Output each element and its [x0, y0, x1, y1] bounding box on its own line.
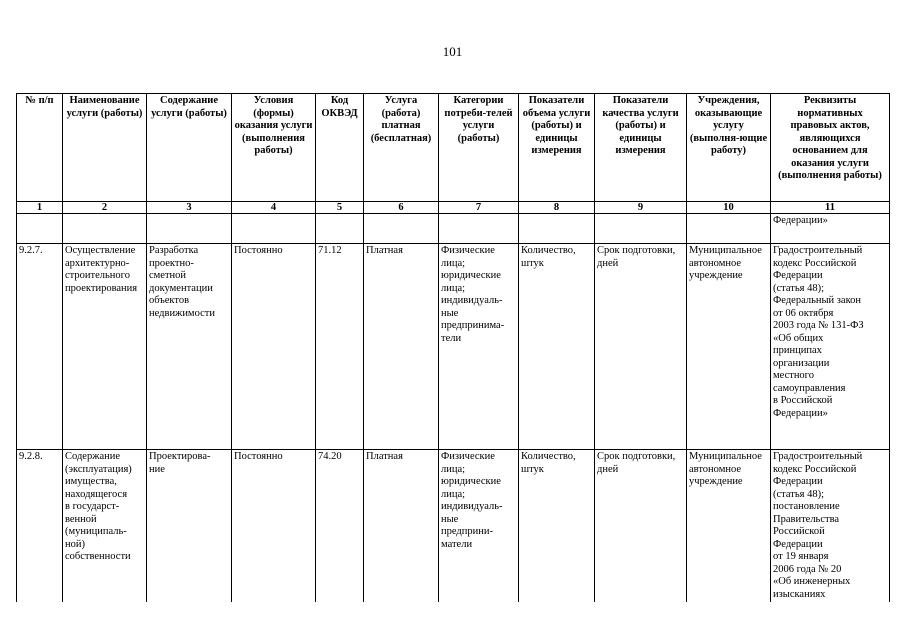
table-cell: Физические лица; юридические лица; индивидуаль- ные предприни- матели — [439, 450, 519, 603]
table-cell: Градостроительный кодекс Российской Федерации (статья 48); постановление Правительства Российской Федерации от 19 января 2006 года № 20 «Об инженерных изысканиях — [771, 450, 890, 603]
table-cell — [63, 214, 147, 244]
header-cell: Наименование услуги (работы) — [63, 94, 147, 202]
table-row — [17, 244, 890, 450]
table-cell — [17, 214, 63, 244]
table-cell: 74.20 — [316, 450, 364, 603]
header-cell: Код ОКВЭД — [316, 94, 364, 202]
column-number: 9 — [595, 202, 687, 214]
table-cell — [364, 214, 439, 244]
header-cell: Услуга (работа) платная (бесплатная) — [364, 94, 439, 202]
table-cell: Количество, штук — [519, 244, 595, 450]
table-cell — [519, 214, 595, 244]
header-cell: Содержание услуги (работы) — [147, 94, 232, 202]
table-cell: Проектирова- ние — [147, 450, 232, 603]
header-cell: Реквизиты нормативных правовых актов, являющихся основанием для оказания услуги (выполнения работы) — [771, 94, 890, 202]
page-number: 101 — [442, 44, 463, 59]
table-cell: Муниципальное автономное учреждение — [687, 450, 771, 603]
header-cell: Категории потреби-телей услуги (работы) — [439, 94, 519, 202]
table-cell: Постоянно — [232, 450, 316, 603]
table-cell: Разработка проектно- сметной документации объектов недвижимости — [147, 244, 232, 450]
table-cell — [687, 214, 771, 244]
services-table — [16, 93, 890, 602]
table-cell: Физические лица; юридические лица; индивидуаль- ные предпринима- тели — [439, 244, 519, 450]
table-cell: Осуществление архитектурно- строительного проектирования — [63, 244, 147, 450]
column-number: 10 — [687, 202, 771, 214]
table-cell: 71.12 — [316, 244, 364, 450]
column-number: 3 — [147, 202, 232, 214]
row-number-cell: 9.2.7. — [17, 244, 63, 450]
header-cell: Условия (формы) оказания услуги (выполнения работы) — [232, 94, 316, 202]
table-cell: Муниципальное автономное учреждение — [687, 244, 771, 450]
column-number: 5 — [316, 202, 364, 214]
header-cell: Учреждения, оказывающие услугу (выполня-ющие работу) — [687, 94, 771, 202]
table-cell: Федерации» — [771, 214, 890, 244]
column-number: 8 — [519, 202, 595, 214]
table-cell: Количество, штук — [519, 450, 595, 603]
table-cell: Срок подготовки, дней — [595, 244, 687, 450]
column-number: 1 — [17, 202, 63, 214]
header-cell: Показатели качества услуги (работы) и единицы измерения — [595, 94, 687, 202]
header-cell: № п/п — [17, 94, 63, 202]
table-cell: Срок подготовки, дней — [595, 450, 687, 603]
column-number: 2 — [63, 202, 147, 214]
table-cell: Платная — [364, 244, 439, 450]
table-cell — [595, 214, 687, 244]
column-number: 7 — [439, 202, 519, 214]
header-row — [17, 94, 890, 202]
table-cell — [316, 214, 364, 244]
column-number-row — [17, 202, 890, 214]
column-number: 4 — [232, 202, 316, 214]
row-number-cell: 9.2.8. — [17, 450, 63, 603]
table-cell: Постоянно — [232, 244, 316, 450]
table-cell — [232, 214, 316, 244]
table-cell — [147, 214, 232, 244]
table-row — [17, 214, 890, 244]
column-number: 11 — [771, 202, 890, 214]
table-cell: Платная — [364, 450, 439, 603]
table-cell: Содержание (эксплуатация) имущества, находящегося в государст- венной (муниципаль- ной) собственности — [63, 450, 147, 603]
table-cell — [439, 214, 519, 244]
header-cell: Показатели объема услуги (работы) и единицы измерения — [519, 94, 595, 202]
column-number: 6 — [364, 202, 439, 214]
table-cell: Градостроительный кодекс Российской Федерации (статья 48); Федеральный закон от 06 октября 2003 года № 131-ФЗ «Об общих принципах организации местного самоуправления в Российской Федерации» — [771, 244, 890, 450]
table-row — [17, 450, 890, 603]
